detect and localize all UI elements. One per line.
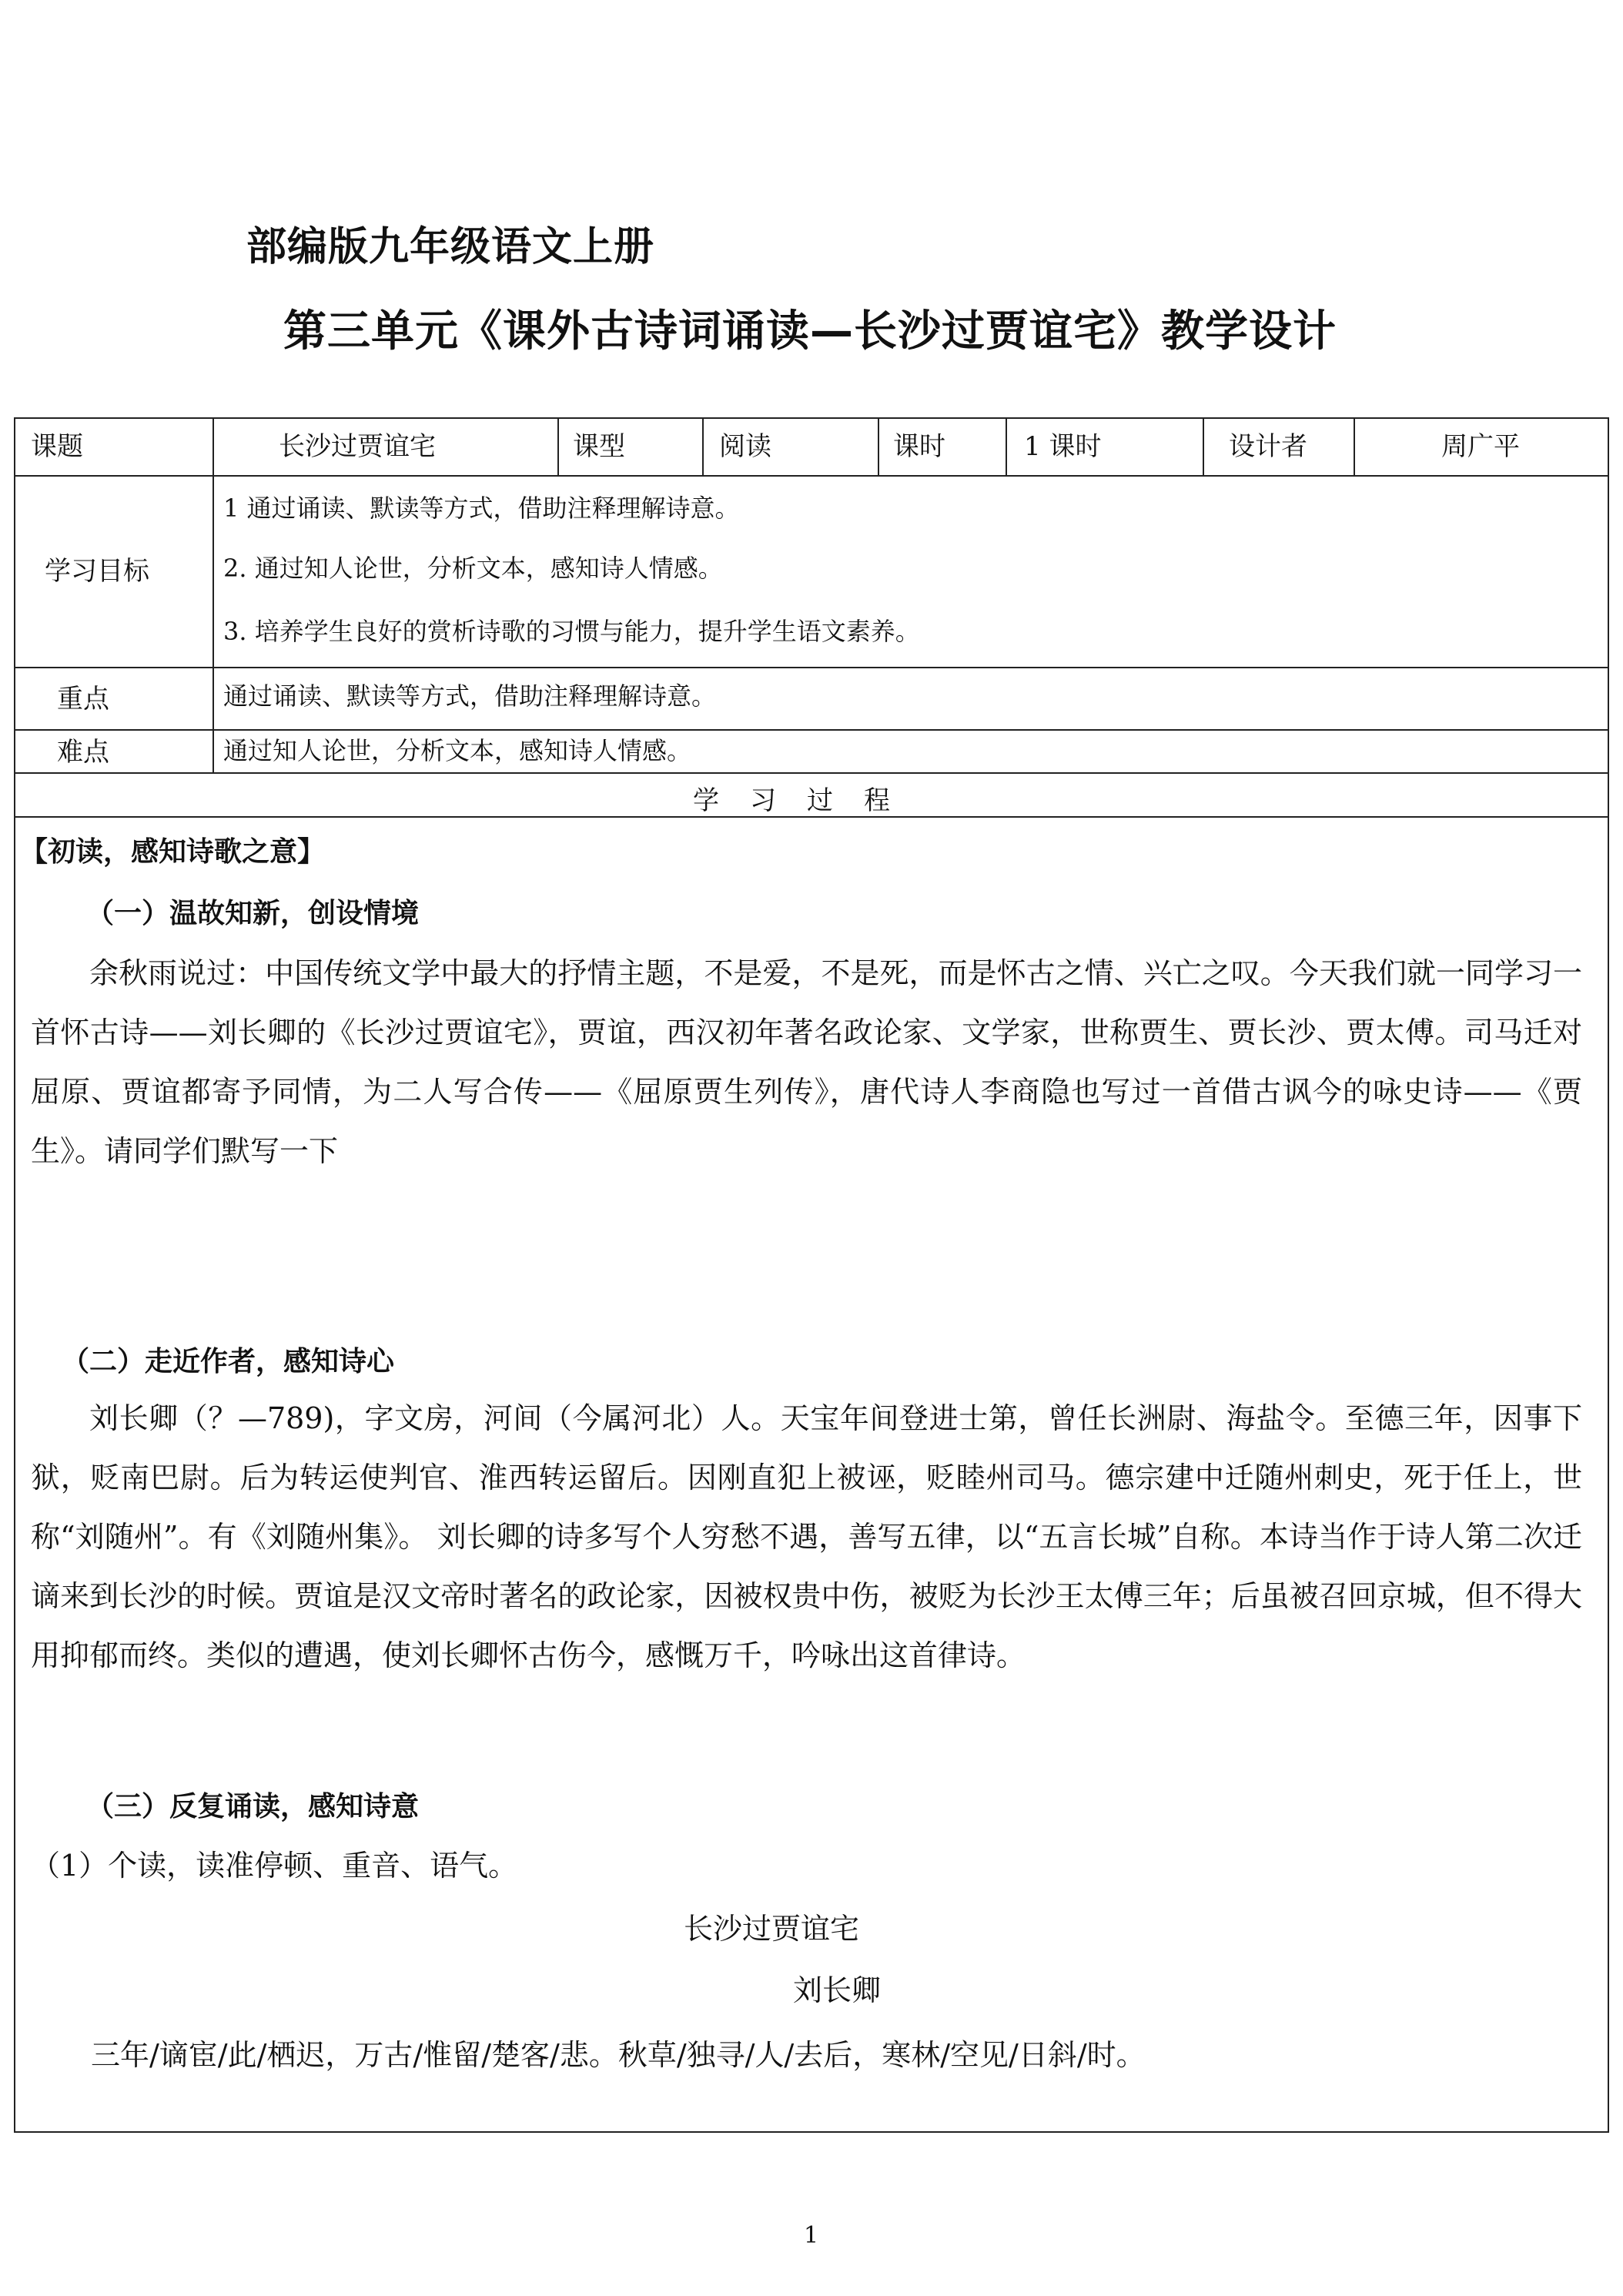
table-rule	[14, 729, 1609, 731]
goal-item: 1 通过诵读、默读等方式，借助注释理解诗意。	[223, 494, 740, 523]
hours-value: 1 课时	[1024, 431, 1102, 462]
goal-item: 2. 通过知人论世，分析文本，感知诗人情感。	[223, 554, 723, 583]
poem-line: 三年/谪宦/此/栖迟，万古/惟留/楚客/悲。秋草/独寻/人/去后，寒林/空见/日斜/时。	[91, 2038, 1146, 2072]
table-rule	[212, 417, 214, 773]
topic-value: 长沙过贾谊宅	[279, 431, 436, 462]
designer-label: 设计者	[1229, 431, 1307, 462]
goal-item: 3. 培养学生良好的赏析诗歌的习惯与能力，提升学生语文素养。	[223, 617, 920, 646]
part2-title: （二）走近作者，感知诗心	[62, 1346, 395, 1377]
poem-author: 刘长卿	[793, 1973, 882, 2007]
section-title: 【初读，感知诗歌之意】	[20, 836, 326, 868]
doc-title-line2: 第三单元《课外古诗词诵读—长沙过贾谊宅》教学设计	[283, 306, 1337, 356]
table-rule	[878, 417, 879, 476]
page-number: 1	[804, 2222, 819, 2249]
key-point-value: 通过诵读、默读等方式，借助注释理解诗意。	[223, 681, 717, 711]
difficulty-value: 通过知人论世，分析文本，感知诗人情感。	[223, 736, 692, 765]
table-rule	[14, 772, 1609, 774]
type-value: 阅读	[719, 431, 771, 462]
table-rule	[1354, 417, 1355, 476]
topic-label: 课题	[31, 431, 83, 462]
part3-title: （三）反复诵读，感知诗意	[86, 1791, 420, 1822]
table-rule	[14, 667, 1609, 668]
table-rule	[1203, 417, 1204, 476]
doc-title-line1: 部编版九年级语文上册	[246, 224, 655, 270]
table-rule	[557, 417, 559, 476]
part1-title: （一）温故知新，创设情境	[86, 898, 420, 929]
key-point-label: 重点	[57, 684, 109, 715]
part1-text: 余秋雨说过：中国传统文学中最大的抒情主题，不是爱，不是死，而是怀古之情、兴亡之叹。今天我们就一同学习一首怀古诗——刘长卿的《长沙过贾谊宅》，贾谊，西汉初年著名政论家、文学家，世称贾生、贾长沙、贾太傅。司马迁对屈原、贾谊都寄予同情，为二人写合传——《屈原贾生列传》，唐代诗人李商隐也写过一首借古讽今的咏史诗——《贾生》。请同学们默写一下	[31, 956, 1582, 1168]
table-rule	[702, 417, 704, 476]
table-rule	[14, 475, 1609, 477]
poem-title: 长沙过贾谊宅	[684, 1912, 860, 1946]
process-label: 学习过程	[693, 785, 921, 816]
part2-text: 刘长卿（？—789)，字文房，河间（今属河北）人。天宝年间登进士第，曾任长洲尉、海盐令。至德三年，因事下狱，贬南巴尉。后为转运使判官、淮西转运留后。因刚直犯上被诬，贬睦州司马。德宗建中迁随州刺史，死于任上，世称“刘随州”。有《刘随州集》。 刘长卿的诗多写个人穷愁不遇，善写五律，以“五言长城”自称。本诗当作于诗人第二次迁谪来到长沙的时候。贾谊是汉文帝时著名的政论家，因被权贵中伤，被贬为长沙王太傅三年；后虽被召回京城，但不得大用抑郁而终。类似的遭遇，使刘长卿怀古伤今，感慨万千，吟咏出这首律诗。	[31, 1401, 1582, 1672]
designer-value: 周广平	[1441, 431, 1520, 462]
table-rule	[1006, 417, 1007, 476]
step1-text: （1）个读，读准停顿、重音、语气。	[31, 1849, 518, 1883]
difficulty-label: 难点	[57, 737, 109, 768]
hours-label: 课时	[893, 431, 945, 462]
goals-label: 学习目标	[45, 556, 149, 587]
type-label: 课型	[573, 431, 625, 462]
